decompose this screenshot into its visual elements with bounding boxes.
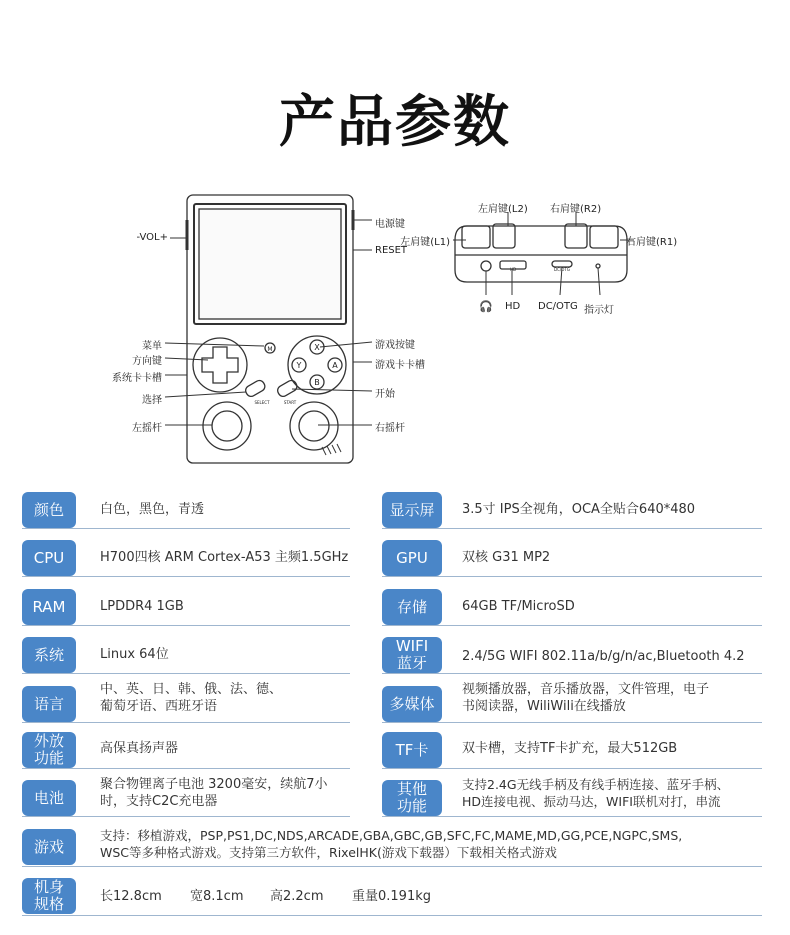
menu-button-label: M: [267, 346, 273, 353]
spec-label-cpu: CPU: [22, 540, 76, 576]
spec-value-battery: [100, 776, 328, 810]
spec-label-storage: 存储: [382, 589, 442, 625]
right-stick: [290, 402, 338, 450]
spec-label-other: [382, 780, 442, 816]
label-dc-otg: DC/OTG: [538, 301, 578, 312]
start-button: [276, 379, 299, 399]
label-sys-tf: 系统卡卡槽: [112, 373, 162, 384]
spec-value-battery-line2: 时，支持C2C充电器: [100, 794, 218, 809]
spec-value-language-line2: 葡萄牙语、西班牙语: [100, 699, 218, 714]
spec-label-system: 系统: [22, 637, 76, 673]
spec-value-media-line2: 书阅读器，WiliWili在线播放: [462, 699, 626, 714]
button-x-label: X: [314, 343, 320, 352]
spec-value-games-line2: WSC等多种格式游戏。支持第三方软件，RixelHK(游戏下载器）下载相关格式游戏: [100, 845, 557, 860]
label-r1: 右肩键(R1): [626, 237, 678, 248]
spec-value-other: [462, 776, 729, 810]
spec-value-length: 长12.8cm: [100, 889, 162, 904]
label-hd: HD: [505, 301, 521, 312]
label-vol: -VOL+: [136, 232, 168, 243]
spec-label-speaker-line2: 功能: [33, 749, 64, 767]
port-hd-text: HD: [509, 267, 517, 272]
label-l1: 左肩键(L1): [400, 237, 450, 248]
spec-value-ram: LPDDR4 1GB: [100, 599, 184, 614]
spec-label-games: 游戏: [22, 829, 76, 865]
spec-label-speaker: [22, 732, 76, 768]
spec-label-gpu: GPU: [382, 540, 442, 576]
spec-label-ram: RAM: [22, 589, 76, 625]
spec-value-language-line1: 中、英、日、韩、俄、法、德、: [100, 682, 283, 697]
spec-value-games-line1: 支持：移植游戏，PSP,PS1,DC,NDS,ARCADE,GBA,GBC,GB,SFC,FC,MAME,MD,GG,PCE,NGPC,SMS,: [100, 828, 683, 843]
label-reset: RESET: [375, 245, 408, 256]
spec-label-battery: 电池: [22, 780, 76, 816]
device-top-view: [455, 226, 627, 282]
spec-value-system: Linux 64位: [100, 647, 169, 662]
label-r2: 右肩键(R2): [550, 204, 602, 215]
select-text: SELECT: [254, 400, 270, 405]
spec-value-weight: 重量0.191kg: [352, 889, 431, 904]
spec-label-color: 颜色: [22, 492, 76, 528]
dpad-ring: [193, 338, 247, 392]
spec-value-cpu: H700四核 ARM Cortex-A53 主频1.5GHz: [100, 550, 349, 565]
page-title: 产品参数: [279, 90, 511, 155]
spec-label-wifi: [382, 637, 442, 673]
dpad: [202, 347, 238, 383]
spec-label-media: 多媒体: [382, 686, 442, 722]
spec-value-other-line1: 支持2.4G无线手柄及有线手柄连接、蓝牙手柄、: [462, 777, 730, 792]
button-y-label: Y: [296, 361, 302, 370]
label-right-stick: 右摇杆: [375, 423, 405, 434]
spec-value-gpu: 双核 G31 MP2: [462, 550, 551, 565]
spec-value-battery-line1: 聚合物锂离子电池 3200毫安，续航7小: [100, 777, 328, 792]
spec-value-media: [462, 681, 709, 715]
spec-value-other-line2: HD连接电视、振动马达，WIFI联机对打，串流: [462, 794, 721, 809]
spec-label-wifi-line1: WIFI: [395, 637, 429, 655]
label-game-tf: 游戏卡卡槽: [375, 360, 425, 371]
start-text: START: [283, 400, 297, 405]
spec-label-wifi-line2: 蓝牙: [396, 654, 427, 672]
spec-label-other-line1: 其他: [396, 780, 427, 798]
spec-value-wifi: 2.4/5G WIFI 802.11a/b/g/n/ac,Bluetooth 4.2: [462, 649, 745, 664]
label-power: 电源键: [375, 219, 405, 230]
label-menu: 菜单: [142, 341, 162, 352]
left-stick: [203, 402, 251, 450]
spec-value-games: [100, 827, 682, 861]
spec-label-other-line2: 功能: [396, 797, 427, 815]
label-left-stick: 左摇杆: [132, 423, 162, 434]
button-a-label: A: [332, 361, 338, 370]
spec-value-language: [100, 681, 282, 715]
label-dpad: 方向键: [132, 356, 162, 367]
spec-value-storage: 64GB TF/MicroSD: [462, 599, 575, 614]
label-select: 选择: [142, 395, 162, 406]
label-l2: 左肩键(L2): [478, 204, 528, 215]
spec-label-language: 语言: [22, 686, 76, 722]
spec-label-size-line1: 机身: [33, 878, 64, 896]
spec-value-tf: 双卡槽，支持TF卡扩充，最大512GB: [462, 741, 678, 756]
spec-value-screen: 3.5寸 IPS全视角，OCA全贴合640*480: [462, 502, 696, 517]
spec-label-size: [22, 878, 76, 914]
spec-label-size-line2: 规格: [33, 895, 64, 913]
select-button: [244, 379, 267, 399]
spec-value-color: 白色，黑色，青透: [100, 502, 205, 517]
headphone-icon: 🎧: [479, 300, 493, 313]
label-game-buttons: 游戏按键: [375, 340, 415, 351]
port-dc-text: DC/OTG: [554, 267, 570, 272]
label-start: 开始: [375, 389, 395, 400]
spec-value-speaker: 高保真扬声器: [100, 741, 179, 756]
spec-label-speaker-line1: 外放: [33, 732, 64, 750]
label-indicator: 指示灯: [584, 305, 614, 316]
spec-label-tf: TF卡: [382, 732, 442, 768]
spec-value-media-line1: 视频播放器，音乐播放器，文件管理，电子: [462, 682, 710, 697]
spec-value-height: 高2.2cm: [270, 889, 324, 904]
button-b-label: B: [314, 378, 320, 387]
spec-value-width: 宽8.1cm: [190, 889, 244, 904]
spec-label-screen: 显示屏: [382, 492, 442, 528]
